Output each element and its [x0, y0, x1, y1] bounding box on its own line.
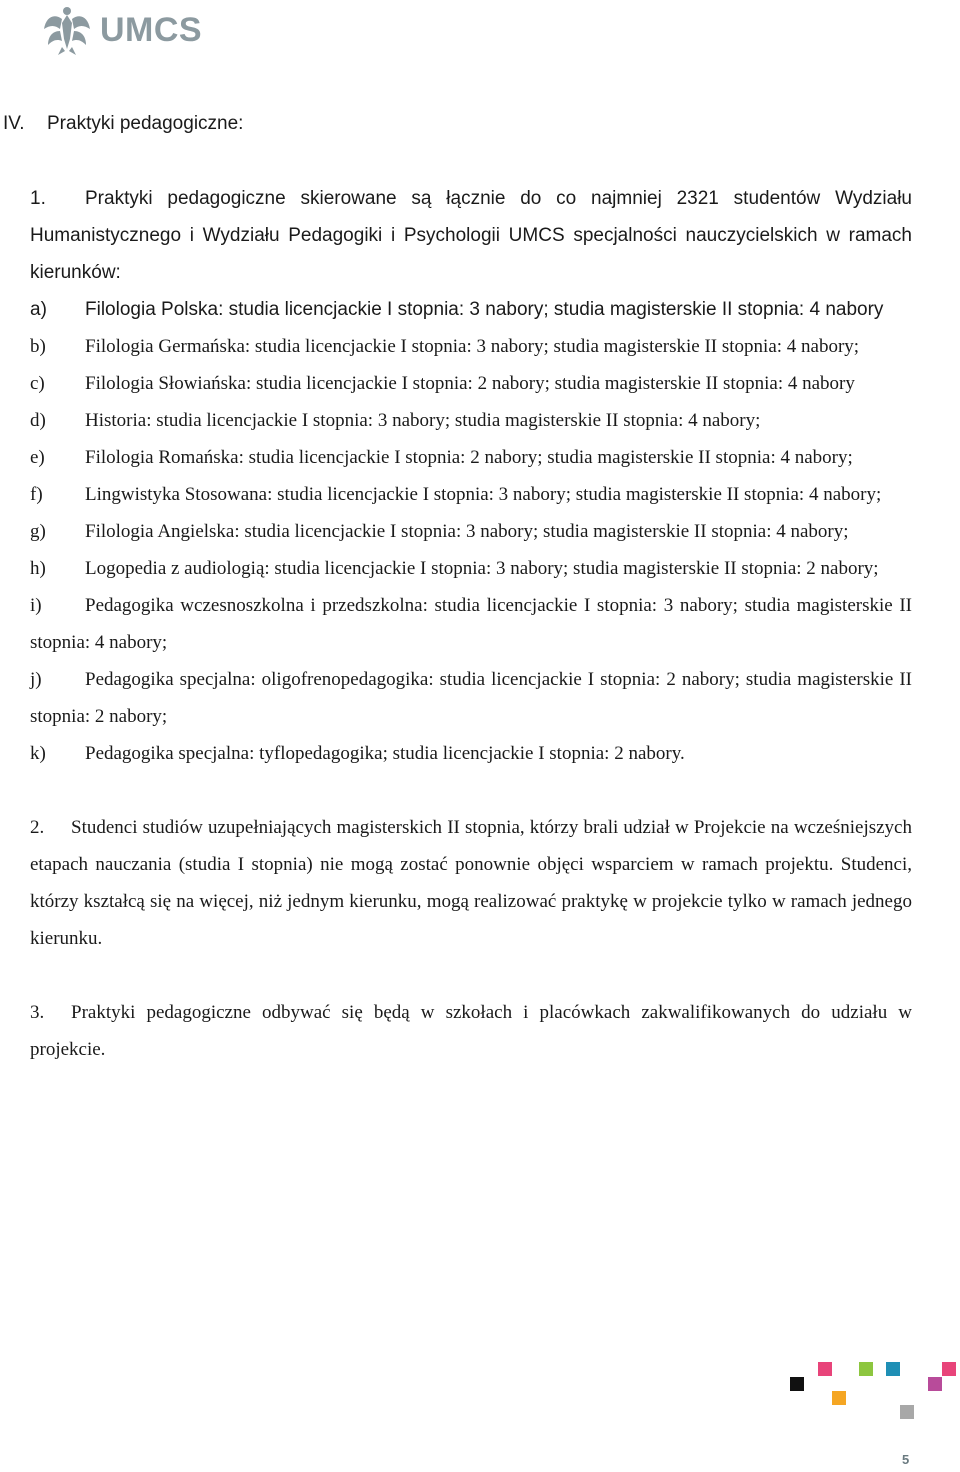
item-text: Pedagogika specjalna: tyflopedagogika; studia licencjackie I stopnia: 2 nabory.: [85, 743, 685, 764]
spacer: [30, 957, 912, 994]
point-3: [30, 994, 912, 1068]
list-item: [30, 587, 912, 661]
item-label: j): [30, 669, 42, 690]
decorative-square: [818, 1362, 832, 1376]
list-item: [30, 513, 912, 550]
decorative-square: [928, 1377, 942, 1391]
decorative-square: [859, 1362, 873, 1376]
list-item: [30, 735, 912, 772]
umcs-logo: [40, 2, 210, 58]
item-label: e): [30, 447, 45, 468]
item-label: i): [30, 595, 42, 616]
item-label: c): [30, 373, 45, 394]
section-heading: [3, 113, 243, 135]
item-label: f): [30, 484, 43, 505]
list-item: [30, 661, 912, 735]
decorative-square: [942, 1362, 956, 1376]
item-text: Lingwistyka Stosowana: studia licencjackie I stopnia: 3 nabory; studia magisterskie II stopnia: 4 nabory;: [85, 484, 882, 505]
decorative-squares: [788, 1360, 960, 1422]
item-text: Pedagogika wczesnoszkolna i przedszkolna: studia licencjackie I stopnia: 3 nabory; studia magisterskie II stopnia: 4 nabory;: [30, 595, 912, 653]
decorative-square: [886, 1362, 900, 1376]
item-label: d): [30, 410, 46, 431]
item-text: Historia: studia licencjackie I stopnia: 3 nabory; studia magisterskie II stopnia: 4 nabory;: [85, 410, 761, 431]
point-number: 2.: [30, 817, 45, 838]
item-label: h): [30, 558, 46, 579]
list-item: [30, 550, 912, 587]
point-number: 3.: [30, 1002, 45, 1023]
decorative-square: [900, 1405, 914, 1419]
item-text: Filologia Polska: studia licencjackie I stopnia: 3 nabory; studia magisterskie II stopnia: 4 nabory: [85, 299, 884, 320]
item-label: a): [30, 299, 47, 320]
list-item: [30, 476, 912, 513]
decorative-square: [790, 1377, 804, 1391]
point-text: Praktyki pedagogiczne skierowane są łącznie do co najmniej 2321 studentów Wydziału Humanistycznego i Wydziału Pedagogiki i Psychologii UMCS specjalności nauczycielskich w ramach kierunków:: [30, 188, 912, 283]
list-item: [30, 365, 912, 402]
section-number: IV.: [3, 113, 25, 134]
item-label: b): [30, 336, 46, 357]
item-text: Filologia Słowiańska: studia licencjackie I stopnia: 2 nabory; studia magisterskie II stopnia: 4 nabory: [85, 373, 855, 394]
list-item: [30, 439, 912, 476]
spacer: [30, 772, 912, 809]
logo-text: UMCS: [100, 10, 203, 49]
point-text: Studenci studiów uzupełniających magisterskich II stopnia, którzy brali udział w Projekcie na wcześniejszych etapach nauczania (studia I stopnia) nie mogą zostać ponownie objęci wsparciem w ramach projektu. Studenci, którzy kształcą się na więcej, niż jednym kierunku, mogą realizować praktykę w projekcie tylko w ramach jednego kierunku.: [30, 817, 912, 949]
item-text: Filologia Angielska: studia licencjackie I stopnia: 3 nabory; studia magisterskie II stopnia: 4 nabory;: [85, 521, 849, 542]
point-number: 1.: [30, 188, 46, 209]
item-text: Logopedia z audiologią: studia licencjackie I stopnia: 3 nabory; studia magisterskie II stopnia: 2 nabory;: [85, 558, 879, 579]
list-item: [30, 291, 912, 328]
item-label: g): [30, 521, 46, 542]
section-title: Praktyki pedagogiczne:: [47, 113, 244, 134]
page-number: 5: [902, 1452, 910, 1467]
eagle-emblem-icon: [40, 3, 94, 57]
item-text: Pedagogika specjalna: oligofrenopedagogika: studia licencjackie I stopnia: 2 nabory; studia magisterskie II stopnia: 2 nabory;: [30, 669, 912, 727]
list-item: [30, 328, 912, 365]
item-text: Filologia Romańska: studia licencjackie I stopnia: 2 nabory; studia magisterskie II stopnia: 4 nabory;: [85, 447, 853, 468]
item-label: k): [30, 743, 46, 764]
list-item: [30, 402, 912, 439]
decorative-square: [832, 1391, 846, 1405]
point-text: Praktyki pedagogiczne odbywać się będą w szkołach i placówkach zakwalifikowanych do udziału w projekcie.: [30, 1002, 912, 1060]
point-1: [30, 180, 912, 291]
item-text: Filologia Germańska: studia licencjackie I stopnia: 3 nabory; studia magisterskie II stopnia: 4 nabory;: [85, 336, 860, 357]
point-2: [30, 809, 912, 957]
document-body: [30, 180, 912, 1068]
